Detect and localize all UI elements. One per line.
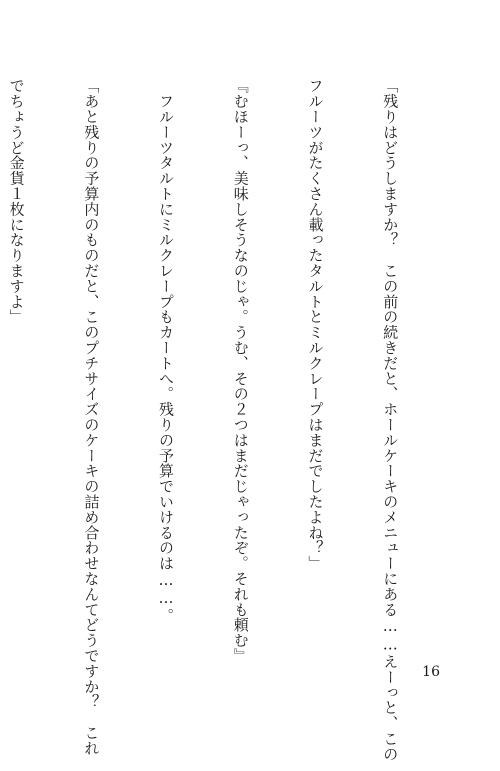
text-line: 「あと残りの予算内のものだと、このプチサイズのケーキの詰め合わせなんてどうですか？ これ xyxy=(82,78,101,756)
text-line: 「残りはどうしますか？ この前の続きだと、ホールケーキのメニューにある……えーっと、この xyxy=(381,78,400,762)
text-line: フルーツタルトにミルクレープもカートへ。残りの予算でいけるのは……。 xyxy=(157,78,176,623)
text-line: でちょうど金貨１枚になりますよ」 xyxy=(7,78,26,325)
text-line: 『むほーっ、美味しそうなのじゃ。うむ、その２つはまだじゃったぞ。それも頼む』 xyxy=(231,78,250,664)
text-line: フルーツがたくさん載ったタルトとミルクレープはまだでしたよね？」 xyxy=(306,78,325,571)
page-number: 16 xyxy=(422,664,440,680)
